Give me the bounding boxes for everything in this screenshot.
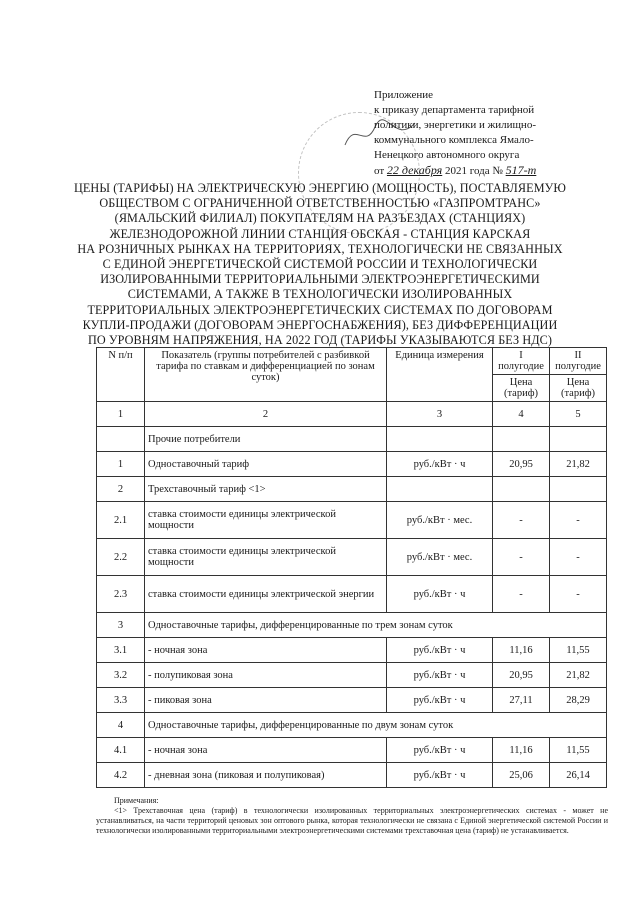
row-value-half1: 11,16: [493, 738, 550, 763]
document-header: [374, 88, 619, 179]
table-row: [97, 539, 607, 576]
row-unit: руб./кВт · мес.: [387, 539, 493, 576]
title-line: ЦЕНЫ (ТАРИФЫ) НА ЭЛЕКТРИЧЕСКУЮ ЭНЕРГИЮ (МОЩНОСТЬ), ПОСТАВЛЯЕМУЮ: [73, 181, 566, 195]
row-value-half2: [550, 477, 607, 502]
header-line: коммунального комплекса Ямало-: [374, 134, 534, 146]
header-date-line: [374, 163, 619, 179]
row-unit: руб./кВт · ч: [387, 663, 493, 688]
header-half1: I полугодие: [493, 348, 550, 375]
row-value-half2: 26,14: [550, 763, 607, 788]
col-number: 4: [493, 402, 550, 427]
header-num: N п/п: [97, 348, 145, 402]
row-number: 3.1: [97, 638, 145, 663]
row-value-half1: -: [493, 576, 550, 613]
title-line: КУПЛИ-ПРОДАЖИ (ДОГОВОРАМ ЭНЕРГОСНАБЖЕНИЯ), БЕЗ ДИФФЕРЕНЦИАЦИИ: [82, 317, 558, 332]
table-row: [97, 663, 607, 688]
handwritten-date: 22 декабря: [386, 163, 443, 177]
row-unit: руб./кВт · ч: [387, 452, 493, 477]
col-number: 1: [97, 402, 145, 427]
row-value-half2: -: [550, 576, 607, 613]
table-row: [97, 713, 607, 738]
row-indicator: Одноставочный тариф: [145, 452, 387, 477]
row-unit: [387, 477, 493, 502]
notes: [96, 796, 608, 836]
handwritten-number: 517-т: [505, 163, 537, 177]
date-prefix: от: [374, 165, 385, 177]
row-value-half2: 11,55: [550, 738, 607, 763]
row-value-half2: 21,82: [550, 452, 607, 477]
table-row: [97, 502, 607, 539]
header-indicator: Показатель (группы потребителей с разбивкой тарифа по ставкам и дифференциацией по зонам суток): [145, 348, 387, 402]
row-unit: руб./кВт · ч: [387, 638, 493, 663]
row-number: 4.2: [97, 763, 145, 788]
row-indicator: Трехставочный тариф <1>: [145, 477, 387, 502]
date-year: 2021 года №: [444, 165, 503, 177]
table-row: [97, 477, 607, 502]
row-indicator: - ночная зона: [145, 738, 387, 763]
row-unit: [387, 427, 493, 452]
row-indicator: ставка стоимости единицы электрической мощности: [145, 502, 387, 539]
row-value-half1: [493, 477, 550, 502]
row-indicator: ставка стоимости единицы электрической энергии: [145, 576, 387, 613]
row-number: 3: [97, 613, 145, 638]
title-line: (ЯМАЛЬСКИЙ ФИЛИАЛ) ПОКУПАТЕЛЯМ НА РАЗЪЕЗДАХ (СТАНЦИЯХ): [114, 211, 526, 226]
header-half2: II полугодие: [550, 348, 607, 375]
table-row: [97, 738, 607, 763]
row-number: 3.3: [97, 688, 145, 713]
title-line: ОБЩЕСТВОМ С ОГРАНИЧЕННОЙ ОТВЕТСТВЕННОСТЬЮ «ГАЗПРОМТРАНС»: [99, 196, 541, 211]
row-value-half1: 25,06: [493, 763, 550, 788]
header-line: к приказу департамента тарифной: [374, 104, 535, 116]
row-number: 4: [97, 713, 145, 738]
row-value-half2: -: [550, 539, 607, 576]
table-row: [97, 688, 607, 713]
notes-title: Примечания:: [114, 796, 159, 805]
row-indicator: - ночная зона: [145, 638, 387, 663]
title-line: ПО УРОВНЯМ НАПРЯЖЕНИЯ, НА 2022 ГОД (ТАРИФЫ УКАЗЫВАЮТСЯ БЕЗ НДС): [87, 333, 553, 348]
row-value-half2: -: [550, 502, 607, 539]
row-number: [97, 427, 145, 452]
row-unit: руб./кВт · ч: [387, 763, 493, 788]
title-line: С ЕДИНОЙ ЭНЕРГЕТИЧЕСКОЙ СИСТЕМОЙ РОССИИ И ТЕХНОЛОГИЧЕСКИ: [102, 257, 538, 272]
row-number: 1: [97, 452, 145, 477]
table-row: [97, 638, 607, 663]
row-value-half1: 20,95: [493, 663, 550, 688]
title-line: ЖЕЛЕЗНОДОРОЖНОЙ ЛИНИИ СТАНЦИЯ ОБСКАЯ - СТАНЦИЯ КАРСКАЯ: [109, 226, 531, 241]
table-row: [97, 452, 607, 477]
row-value-half1: -: [493, 502, 550, 539]
row-unit: руб./кВт · ч: [387, 688, 493, 713]
row-indicator: - дневная зона (пиковая и полупиковая): [145, 763, 387, 788]
header-line: Приложение: [374, 89, 434, 101]
row-unit: руб./кВт · ч: [387, 576, 493, 613]
row-value-half2: 21,82: [550, 663, 607, 688]
col-number: 2: [145, 402, 387, 427]
row-number: 2.3: [97, 576, 145, 613]
col-number: 3: [387, 402, 493, 427]
table-row: [97, 763, 607, 788]
header-price2: Цена (тариф): [550, 375, 607, 402]
row-number: 2.2: [97, 539, 145, 576]
row-indicator: - полупиковая зона: [145, 663, 387, 688]
row-indicator: Одноставочные тарифы, дифференцированные по трем зонам суток: [145, 613, 607, 638]
document-title: [20, 181, 620, 348]
header-line: политики, энергетики и жилищно-: [374, 119, 536, 131]
row-value-half2: 28,29: [550, 688, 607, 713]
row-value-half1: 27,11: [493, 688, 550, 713]
row-value-half1: 11,16: [493, 638, 550, 663]
row-value-half1: [493, 427, 550, 452]
title-line: ИЗОЛИРОВАННЫМИ ТЕРРИТОРИАЛЬНЫМИ ЭЛЕКТРОЭНЕРГЕТИЧЕСКИМИ: [100, 272, 540, 287]
title-line: ТЕРРИТОРИАЛЬНЫХ ЭЛЕКТРОЭНЕРГЕТИЧЕСКИХ СИСТЕМАХ ПО ДОГОВОРАМ: [87, 302, 553, 317]
table-row: [97, 427, 607, 452]
title-line: НА РОЗНИЧНЫХ РЫНКАХ НА ТЕРРИТОРИЯХ, ТЕХНОЛОГИЧЕСКИ НЕ СВЯЗАННЫХ: [77, 241, 563, 256]
row-value-half1: -: [493, 539, 550, 576]
row-number: 2: [97, 477, 145, 502]
header-line: Ненецкого автономного округа: [374, 149, 520, 161]
row-indicator: Прочие потребители: [145, 427, 387, 452]
row-value-half1: 20,95: [493, 452, 550, 477]
title-line: СИСТЕМАМИ, А ТАКЖЕ В ТЕХНОЛОГИЧЕСКИ ИЗОЛИРОВАННЫХ: [127, 287, 513, 302]
header-price1: Цена (тариф): [493, 375, 550, 402]
row-unit: руб./кВт · мес.: [387, 502, 493, 539]
row-number: 4.1: [97, 738, 145, 763]
row-indicator: - пиковая зона: [145, 688, 387, 713]
row-value-half2: 11,55: [550, 638, 607, 663]
notes-text: <1> Трехставочная цена (тариф) в технологически изолированных территориальных электроэнергетических системах - может не устанавливаться, на части территорий ценовых зон оптового рынка, которая технологически не связана с Единой энергетической системой России и технологически изолированными территориальными электроэнергетическими системами трехставочная цена (тариф) не устанавливается.: [96, 806, 608, 835]
table-row: [97, 576, 607, 613]
row-indicator: Одноставочные тарифы, дифференцированные по двум зонам суток: [145, 713, 607, 738]
tariff-table: [96, 347, 607, 788]
row-number: 2.1: [97, 502, 145, 539]
row-value-half2: [550, 427, 607, 452]
row-number: 3.2: [97, 663, 145, 688]
row-indicator: ставка стоимости единицы электрической мощности: [145, 539, 387, 576]
table-row: [97, 613, 607, 638]
col-number: 5: [550, 402, 607, 427]
header-unit: Единица измерения: [387, 348, 493, 402]
row-unit: руб./кВт · ч: [387, 738, 493, 763]
